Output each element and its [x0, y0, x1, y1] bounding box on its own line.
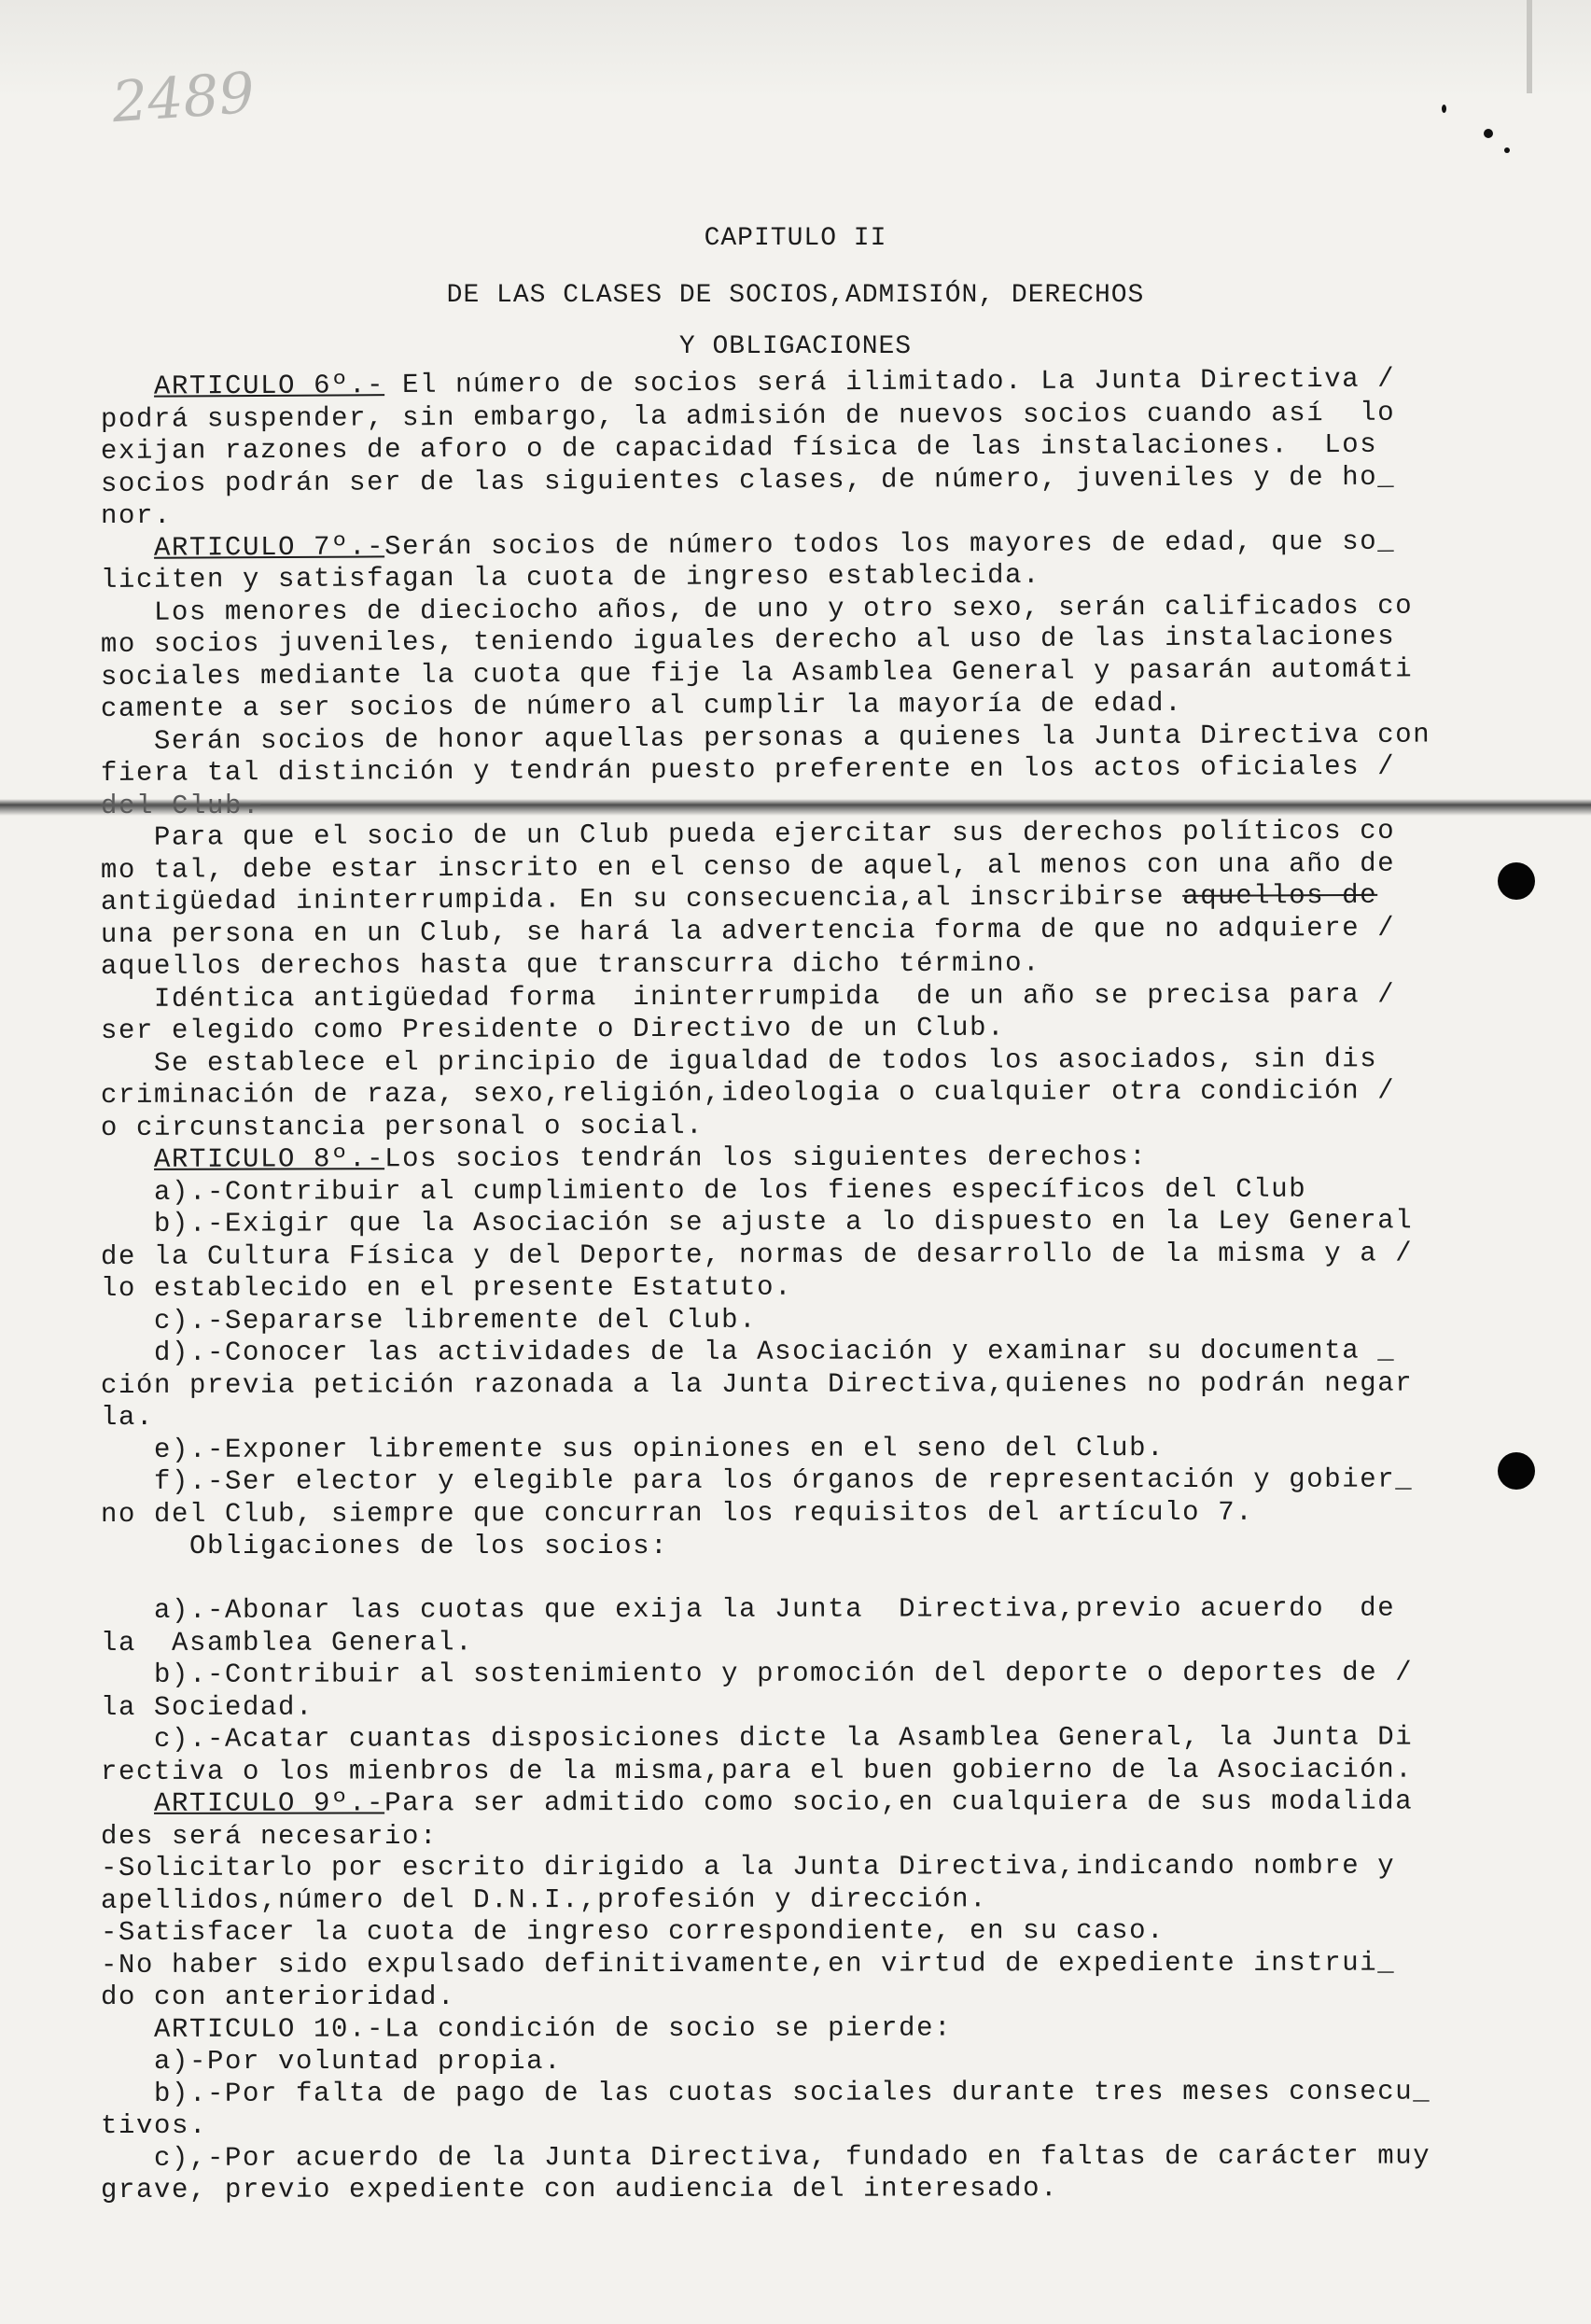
text-run: c).-Acatar cuantas disposiciones dicte la Asamblea General, la Junta Di — [153, 1721, 1414, 1755]
text-run: la Asamblea General. — [100, 1626, 474, 1659]
text-line — [101, 1011, 1528, 1048]
text-line — [101, 1303, 1528, 1337]
text-line — [101, 2172, 1528, 2206]
text-run: rectiva o los mienbros de la misma,para el buen gobierno de la Asociación. — [100, 1754, 1414, 1787]
paper-edge-shadow — [1527, 0, 1532, 93]
text-run: b).-Exigir que la Asociación se ajuste a lo dispuesto en la Ley General — [153, 1205, 1414, 1239]
text-line — [101, 2011, 1528, 2046]
text-run: Se establece el principio de igualdad de todos los asociados, sin dis — [153, 1043, 1378, 1079]
text-run: Idéntica antigüedad forma ininterrumpida de un año se precisa para / — [153, 978, 1396, 1015]
text-run: -No haber sido expulsado definitivamente,en virtud de expediente instrui_ — [100, 1947, 1396, 1981]
text-run: Para ser admitido como socio,en cualquiera de sus modalida — [384, 1785, 1414, 1819]
article-heading: ARTICULO 6º.- — [153, 370, 385, 402]
text-line — [101, 2140, 1528, 2175]
text-run: ARTICULO 10.-La condición de socio se pierde: — [153, 2011, 953, 2045]
ink-speck — [1442, 105, 1446, 113]
text-run: la Sociedad. — [100, 1691, 314, 1723]
text-line — [101, 1563, 1528, 1596]
text-run: a).-Abonar las cuotas que exija la Junta Directiva,previo acuerdo de — [153, 1592, 1396, 1626]
text-line — [101, 978, 1528, 1015]
text-line — [101, 1754, 1528, 1788]
text-run: una persona en un Club, se hará la advertencia forma de que no adquiere / — [100, 912, 1396, 950]
text-run: -Solicitarlo por escrito dirigido a la Junta Directiva,indicando nombre y — [100, 1850, 1396, 1883]
text-run: Obligaciones de los socios: — [189, 1531, 669, 1561]
text-line — [101, 1141, 1528, 1177]
text-line — [101, 1172, 1528, 1209]
text-line — [101, 2110, 1528, 2143]
text-line — [101, 1592, 1528, 1627]
text-run: c).-Separarse libremente del Club. — [153, 1304, 758, 1337]
text-run: tivos. — [101, 2110, 208, 2141]
text-line — [101, 1947, 1528, 1981]
text-run: grave, previo expediente con audiencia del interesado. — [100, 2173, 1059, 2205]
text-line — [101, 1432, 1528, 1466]
chapter-title-line-2: Y OBLIGACIONES — [678, 332, 913, 361]
text-line — [101, 1883, 1528, 1917]
text-run: El número de socios será ilimitado. La Junta Directiva / — [384, 363, 1396, 401]
text-run: antigüedad ininterrumpida. En su consecuencia,al inscribirse — [100, 880, 1183, 917]
text-line — [101, 1850, 1528, 1884]
text-run: d).-Conocer las actividades de la Asociación y examinar su documenta _ — [153, 1335, 1396, 1368]
text-run: nor. — [101, 500, 173, 531]
text-run: Los menores de dieciocho años, de uno y otro sexo, serán calificados co — [153, 590, 1414, 628]
handwritten-note: 2489 — [109, 60, 257, 136]
document-body — [100, 363, 1528, 2207]
text-run: b).-Contribuir al sostenimiento y promoción del deporte o deportes de / — [153, 1657, 1414, 1690]
text-run: mo tal, debe estar inscrito en el censo de aquel, al menos con una año de — [100, 847, 1396, 886]
text-line — [101, 1463, 1528, 1498]
text-run: camente a ser socios de número al cumplir la mayoría de edad. — [100, 687, 1183, 724]
text-run: des será necesario: — [101, 1820, 439, 1852]
text-line — [101, 1367, 1528, 1402]
text-line — [101, 1981, 1528, 2014]
text-run: de la Cultura Física y del Deporte, normas de desarrollo de la misma y a / — [100, 1237, 1414, 1272]
text-line — [101, 1270, 1528, 1305]
text-run: del Club. — [101, 790, 261, 821]
text-line — [101, 750, 1528, 791]
text-line — [101, 1914, 1528, 1949]
text-run: Serán socios de número todos los mayores de edad, que so_ — [384, 525, 1396, 562]
text-run: criminación de raza, sexo,religión,ideologia o cualquier otra condición / — [100, 1075, 1396, 1111]
text-run: o circunstancia personal o social. — [100, 1110, 705, 1143]
text-line — [101, 1107, 1528, 1144]
text-run: exijan razones de aforo o de capacidad física de las instalaciones. Los — [100, 428, 1378, 467]
text-line — [101, 2046, 1528, 2079]
text-line — [101, 911, 1528, 951]
text-run: c),-Por acuerdo de la Junta Directiva, fundado en faltas de carácter muy — [153, 2140, 1431, 2174]
text-run: sociales mediante la cuota que fije la Asamblea General y pasarán automáti — [100, 652, 1414, 693]
chapter-title-line-1: DE LAS CLASES DE SOCIOS,ADMISIÓN, DERECHOS — [446, 281, 1145, 310]
text-run: Serán socios de honor aquellas personas a quienes la Junta Directiva con — [153, 719, 1431, 757]
text-run: ción previa petición razonada a la Junta Directiva,quienes no podrán negar — [100, 1367, 1414, 1401]
text-run: ser elegido como Presidente o Directivo de un Club. — [100, 1012, 1006, 1046]
text-line — [101, 1496, 1528, 1531]
ink-speck — [1484, 129, 1493, 138]
text-run: aquellos de — [1182, 879, 1378, 912]
text-line — [101, 1785, 1528, 1820]
text-line — [101, 1721, 1528, 1756]
text-line — [101, 1043, 1528, 1080]
text-run: no del Club, siempre que concurran los requisitos del artículo 7. — [100, 1496, 1254, 1530]
article-heading: ARTICULO 8º.- — [153, 1143, 385, 1175]
text-line — [101, 1531, 1528, 1563]
article-heading: ARTICULO 9º.- — [153, 1787, 385, 1819]
text-line — [101, 1689, 1528, 1724]
text-run: e).-Exponer libremente sus opiniones en el seno del Club. — [153, 1432, 1165, 1465]
text-line — [101, 1237, 1528, 1273]
text-run: a)-Por voluntad propia. — [154, 2046, 563, 2077]
text-run: do con anterioridad. — [101, 1981, 456, 2012]
text-run: aquellos derechos hasta que transcurra dicho término. — [100, 947, 1041, 982]
text-run: fiera tal distinción y tendrán puesto preferente en los actos oficiales / — [100, 750, 1396, 789]
text-run: socios podrán ser de las siguientes clases, de número, juveniles y de ho_ — [100, 461, 1396, 499]
text-line — [101, 1821, 1528, 1854]
text-line — [101, 460, 1528, 500]
text-run: Para que el socio de un Club pueda ejercitar sus derechos políticos co — [153, 815, 1396, 853]
text-line — [101, 1335, 1528, 1369]
text-line — [101, 2076, 1528, 2110]
text-run: lo establecido en el presente Estatuto. — [100, 1271, 793, 1304]
text-line — [101, 946, 1528, 984]
ink-speck — [1504, 147, 1510, 153]
text-line — [101, 1625, 1528, 1659]
text-run: -Satisfacer la cuota de ingreso correspondiente, en su caso. — [100, 1915, 1165, 1948]
text-run: mo socios juveniles, teniendo iguales derecho al uso de las instalaciones — [100, 621, 1396, 660]
text-run: la. — [101, 1402, 155, 1433]
text-run: f).-Ser elector y elegible para los órganos de representación y gobier_ — [153, 1463, 1414, 1497]
article-heading: ARTICULO 7º.- — [153, 530, 385, 564]
text-run: a).-Contribuir al cumplimiento de los fienes específicos del Club — [153, 1173, 1307, 1208]
text-line — [101, 1402, 1528, 1435]
text-line — [101, 1657, 1528, 1691]
chapter-heading: CAPITULO II — [704, 224, 887, 253]
text-run: apellidos,número del D.N.I.,profesión y dirección. — [100, 1883, 988, 1916]
text-run: b).-Por falta de pago de las cuotas sociales durante tres meses consecu_ — [153, 2076, 1431, 2109]
text-line — [101, 1205, 1528, 1241]
text-run: podrá suspender, sin embargo, la admisión de nuevos socios cuando así lo — [100, 397, 1396, 435]
text-run: liciten y satisfagan la cuota de ingreso establecida. — [100, 559, 1041, 595]
text-run: Los socios tendrán los siguientes derechos: — [384, 1141, 1148, 1175]
text-line — [101, 1075, 1528, 1113]
